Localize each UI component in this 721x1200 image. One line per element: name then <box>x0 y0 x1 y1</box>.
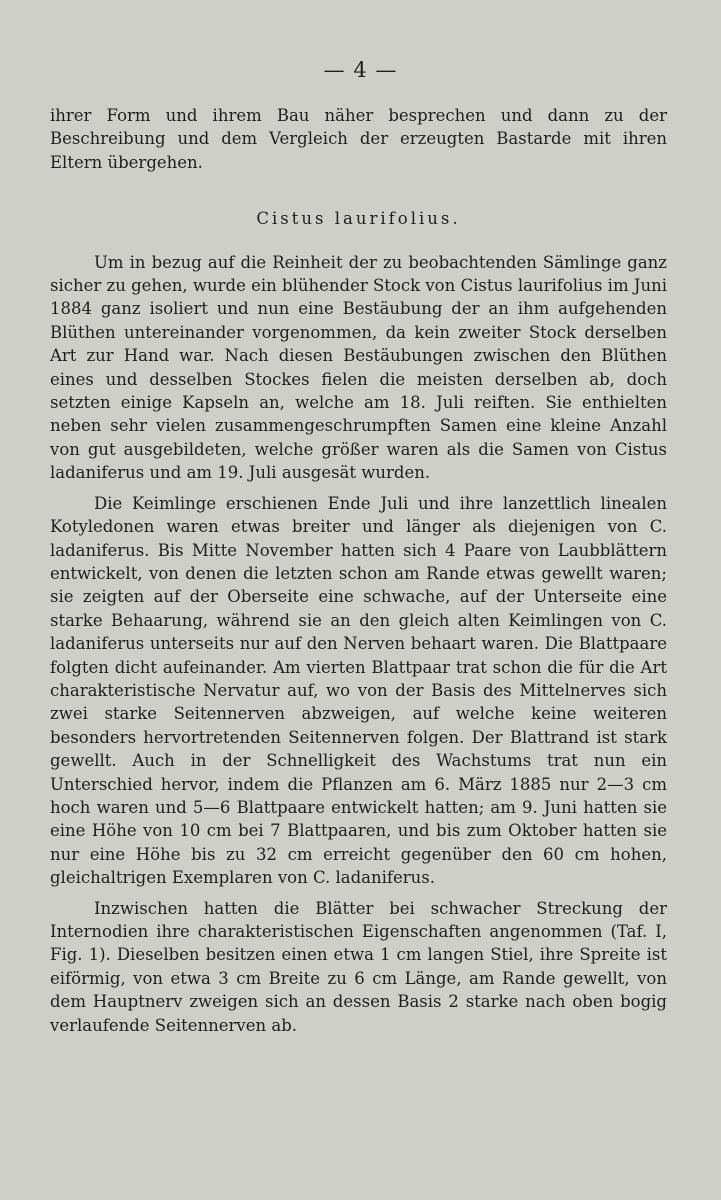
body-text <box>50 104 667 1037</box>
intro-paragraph: ihrer Form und ihrem Bau näher besprechen und dann zu der Beschreibung und dem Vergleich der erzeugten Bastarde mit ihren Eltern übergehen. <box>50 106 667 172</box>
paragraph-3: Inzwischen hatten die Blätter bei schwacher Streckung der Internodien ihre charakteristischen Eigenschaften angenommen (Taf. I, Fig. 1). Dieselben besitzen einen etwa 1 cm langen Stiel, ihre Spreite ist eiförmig, von etwa 3 cm Breite zu 6 cm Länge, am Rande gewellt, von dem Hauptnerv zweigen sich an dessen Basis 2 starke nach oben bogig verlaufende Seitennerven ab. <box>50 898 667 1035</box>
section-title: Cistus laurifolius. <box>256 209 461 229</box>
paragraph-2: Die Keimlinge erschienen Ende Juli und ihre lanzettlich linealen Kotyledonen waren etwas breiter und länger als diejenigen von C. ladaniferus. Bis Mitte November hatten sich 4 Paare von Laubblättern entwickelt, von denen die letzten schon am Rande etwas gewellt waren; sie zeigten auf der Oberseite eine schwache, auf der Unterseite eine starke Behaarung, während sie an den gleich alten Keimlingen von C. ladaniferus unterseits nur auf den Nerven behaart waren. Die Blattpaare folgten dicht aufeinander. Am vierten Blattpaar trat schon die für die Art charakteristische Nervatur auf, wo von der Basis des Mittelnerves sich zwei starke Seitennerven abzweigen, auf welche keine weiteren besonders hervortretenden Seitennerven folgen. Der Blattrand ist stark gewellt. Auch in der Schnelligkeit des Wachstums trat nun ein Unterschied hervor, indem die Pflanzen am 6. März 1885 nur 2—3 cm hoch waren und 5—6 Blattpaare entwickelt hatten; am 9. Juni hatten sie eine Höhe von 10 cm bei 7 Blattpaaren, und bis zum Oktober hatten sie nur eine Höhe bis zu 32 cm erreicht gegenüber den 60 cm hohen, gleichaltrigen Exemplaren von C. ladaniferus. <box>50 493 667 888</box>
paragraph-1: Um in bezug auf die Reinheit der zu beobachtenden Sämlinge ganz sicher zu gehen, wurde ein blühender Stock von Cistus laurifolius im Juni 1884 ganz isoliert und nun eine Bestäubung der an ihm aufgehenden Blüthen untereinander vorgenommen, da kein zweiter Stock derselben Art zur Hand war. Nach diesen Bestäubungen zwischen den Blüthen eines und desselben Stockes fielen die meisten derselben ab, doch setzten einige Kapseln an, welche am 18. Juli reiften. Sie enthielten neben sehr vielen zusammengeschrumpften Samen eine kleine Anzahl von gut ausgebildeten, welche größer waren als die Samen von Cistus ladaniferus und am 19. Juli ausgesät wurden. <box>50 252 667 483</box>
page-number: — 4 — <box>323 58 398 82</box>
